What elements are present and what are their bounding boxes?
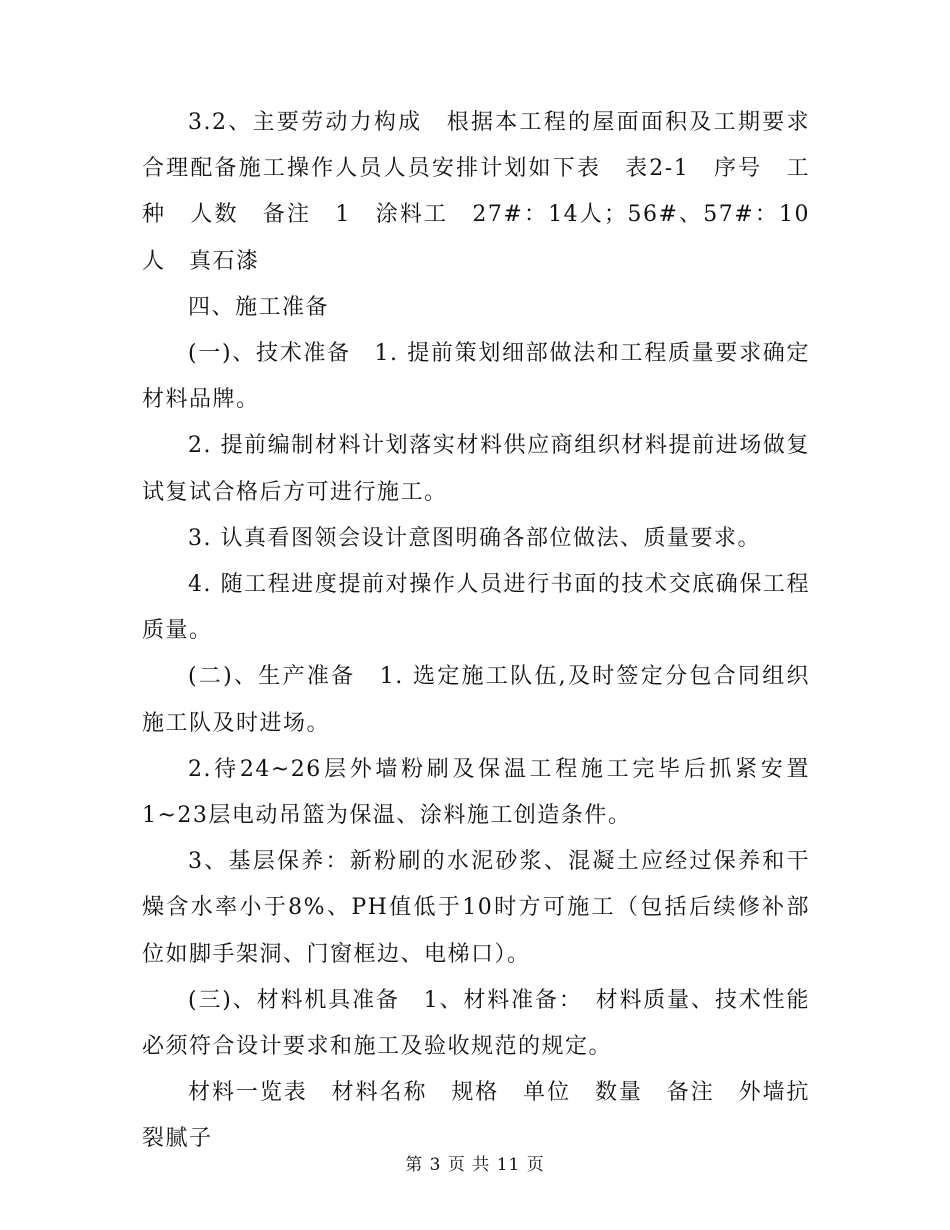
paragraph-read-drawings: 3. 认真看图领会设计意图明确各部位做法、质量要求。: [188, 525, 761, 551]
paragraph-technical-briefing: 4. 随工程进度提前对操作人员进行书面的技术交底确保工程质量。: [142, 572, 810, 644]
paragraph-base-curing: 3、基层保养：新粉刷的水泥砂浆、混凝土应经过保养和干燥含水率小于8%、PH值低于10时方可施工（包括后续修补部位如脚手架洞、门窗框边、电梯口）。: [142, 849, 810, 967]
paragraph-technical-preparation: (一)、技术准备 1. 提前策划细部做法和工程质量要求确定材料品牌。: [142, 341, 810, 413]
heading-construction-preparation: 四、施工准备: [188, 294, 330, 320]
paragraph-material-list: 材料一览表 材料名称 规格 单位 数量 备注 外墙抗裂腻子: [142, 1080, 810, 1152]
paragraph-gondola-installation: 2.待24~26层外墙粉刷及保温工程施工完毕后抓紧安置1~23层电动吊篮为保温、涂料施工创造条件。: [142, 756, 810, 829]
page-number-footer: 第 3 页 共 11 页: [405, 1155, 545, 1175]
paragraph-material-equipment-preparation: (三)、材料机具准备 1、材料准备： 材料质量、技术性能必须符合设计要求和施工及验收规范的规定。: [142, 987, 810, 1060]
paragraph-labor-composition: 3.2、主要劳动力构成 根据本工程的屋面面积及工期要求合理配备施工操作人员人员安排计划如下表 表2-1 序号 工种 人数 备注 1 涂料工 27#：14人；56#、57#：10人 真石漆: [142, 110, 810, 274]
paragraph-material-plan: 2. 提前编制材料计划落实材料供应商组织材料提前进场做复试复试合格后方可进行施工。: [142, 433, 810, 505]
paragraph-production-preparation: (二)、生产准备 1. 选定施工队伍,及时签定分包合同组织施工队及时进场。: [142, 664, 810, 736]
document-body: [142, 100, 810, 1163]
